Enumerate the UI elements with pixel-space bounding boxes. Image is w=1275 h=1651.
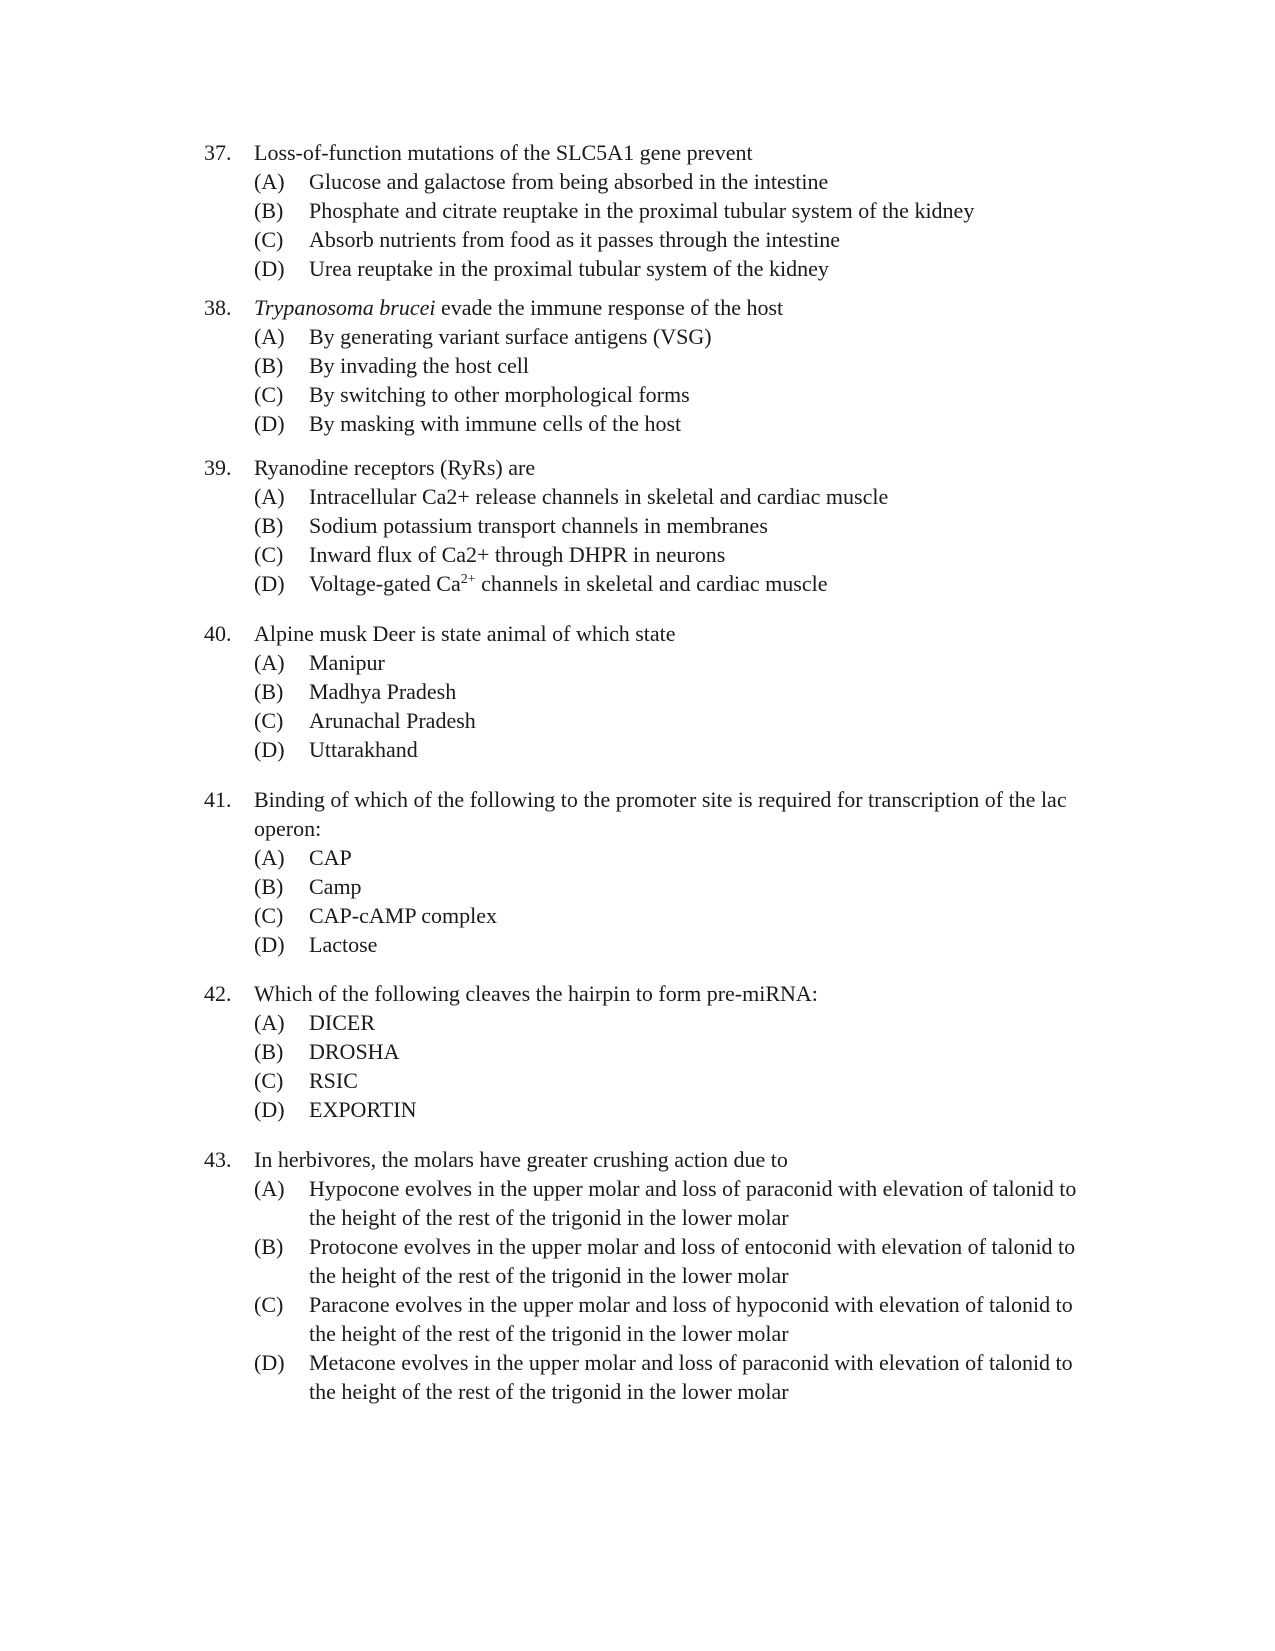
option-label: (A) [254,845,285,870]
question-text-italic: Trypanosoma brucei [254,295,436,320]
option-d [254,409,1104,438]
question-37 [204,138,1104,283]
option-text: DROSHA [309,1039,400,1064]
question-text: Loss-of-function mutations of the SLC5A1 gene prevent [254,140,753,165]
option-a [254,482,1104,511]
option-text: Paracone evolves in the upper molar and loss of hypoconid with elevation of talonid to the height of the rest of the trigonid in the lower molar [309,1292,1073,1346]
option-label: (A) [254,169,285,194]
option-label: (C) [254,708,284,733]
question-number: 41. [204,787,232,812]
option-b [254,677,1104,706]
option-text: CAP-cAMP complex [309,903,498,928]
option-text: Manipur [309,650,385,675]
option-c [254,1066,1104,1095]
option-label: (B) [254,1234,284,1259]
option-a [254,843,1104,872]
option-b [254,1037,1104,1066]
option-d [254,735,1104,764]
option-a [254,648,1104,677]
question-40 [204,619,1104,764]
option-label: (A) [254,484,285,509]
option-text: By generating variant surface antigens (VSG) [309,324,712,349]
option-label: (D) [254,1350,285,1375]
option-a [254,1174,1104,1232]
option-label: (C) [254,227,284,252]
option-label: (C) [254,903,284,928]
option-label: (B) [254,1039,284,1064]
option-b [254,872,1104,901]
option-text: Madhya Pradesh [309,679,457,704]
question-text: In herbivores, the molars have greater crushing action due to [254,1147,788,1172]
question-38 [204,293,1104,438]
option-label: (C) [254,382,284,407]
option-d [254,569,1104,598]
options-list [254,843,1104,959]
option-text: EXPORTIN [309,1097,417,1122]
question-41 [204,785,1104,959]
question-number: 42. [204,981,232,1006]
option-text: Arunachal Pradesh [309,708,476,733]
option-d [254,1348,1104,1406]
option-a [254,1008,1104,1037]
option-d [254,1095,1104,1124]
option-label: (C) [254,1292,284,1317]
option-text: Uttarakhand [309,737,418,762]
option-text: Protocone evolves in the upper molar and loss of entoconid with elevation of talonid to the height of the rest of the trigonid in the lower molar [309,1234,1076,1288]
option-text-post: channels in skeletal and cardiac muscle [475,571,828,596]
option-c [254,706,1104,735]
question-text: Alpine musk Deer is state animal of which state [254,621,676,646]
option-label: (D) [254,932,285,957]
option-text: Phosphate and citrate reuptake in the proximal tubular system of the kidney [309,198,975,223]
option-label: (D) [254,737,285,762]
option-d [254,254,1104,283]
option-a [254,167,1104,196]
option-label: (D) [254,571,285,596]
option-label: (D) [254,411,285,436]
option-text: Urea reuptake in the proximal tubular system of the kidney [309,256,829,281]
option-label: (A) [254,324,285,349]
option-label: (C) [254,542,284,567]
option-b [254,196,1104,225]
option-label: (A) [254,650,285,675]
option-text: Camp [309,874,362,899]
option-text: Glucose and galactose from being absorbed in the intestine [309,169,829,194]
option-b [254,351,1104,380]
question-text: Binding of which of the following to the promoter site is required for transcription of the lac operon: [254,787,1067,841]
question-number: 37. [204,140,232,165]
option-label: (A) [254,1010,285,1035]
option-label: (B) [254,513,284,538]
options-list [254,1174,1104,1406]
option-c [254,540,1104,569]
options-list [254,1008,1104,1124]
question-39 [204,453,1104,598]
option-c [254,380,1104,409]
question-text: Which of the following cleaves the hairpin to form pre-miRNA: [254,981,818,1006]
options-list [254,482,1104,598]
option-c [254,901,1104,930]
options-list [254,167,1104,283]
question-text: Ryanodine receptors (RyRs) are [254,455,536,480]
option-b [254,511,1104,540]
option-label: (C) [254,1068,284,1093]
options-list [254,648,1104,764]
option-text: Hypocone evolves in the upper molar and loss of paraconid with elevation of talonid to the height of the rest of the trigonid in the lower molar [309,1176,1077,1230]
option-a [254,322,1104,351]
option-text-pre: Voltage-gated Ca [309,571,461,596]
option-label: (B) [254,874,284,899]
option-text: Intracellular Ca2+ release channels in skeletal and cardiac muscle [309,484,889,509]
option-label: (B) [254,679,284,704]
options-list [254,322,1104,438]
option-label: (D) [254,256,285,281]
question-42 [204,979,1104,1124]
question-43 [204,1145,1104,1406]
question-number: 38. [204,295,232,320]
question-number: 40. [204,621,232,646]
option-text: By masking with immune cells of the host [309,411,682,436]
question-number: 43. [204,1147,232,1172]
option-label: (A) [254,1176,285,1201]
option-text: DICER [309,1010,375,1035]
option-text: Metacone evolves in the upper molar and loss of paraconid with elevation of talonid to the height of the rest of the trigonid in the lower molar [309,1350,1073,1404]
superscript-charge: 2+ [460,572,476,587]
option-text: Inward flux of Ca2+ through DHPR in neurons [309,542,726,567]
option-text: Lactose [309,932,378,957]
option-text: Absorb nutrients from food as it passes through the intestine [309,227,840,252]
option-text [309,569,1104,598]
option-c [254,225,1104,254]
option-b [254,1232,1104,1290]
option-text: Sodium potassium transport channels in membranes [309,513,768,538]
option-label: (B) [254,353,284,378]
option-text: By invading the host cell [309,353,529,378]
question-text [254,293,1104,322]
option-text: RSIC [309,1068,358,1093]
option-c [254,1290,1104,1348]
option-label: (B) [254,198,284,223]
option-d [254,930,1104,959]
option-label: (D) [254,1097,285,1122]
question-text-rest: evade the immune response of the host [435,295,784,320]
option-text: By switching to other morphological forms [309,382,690,407]
question-number: 39. [204,455,232,480]
option-text: CAP [309,845,352,870]
